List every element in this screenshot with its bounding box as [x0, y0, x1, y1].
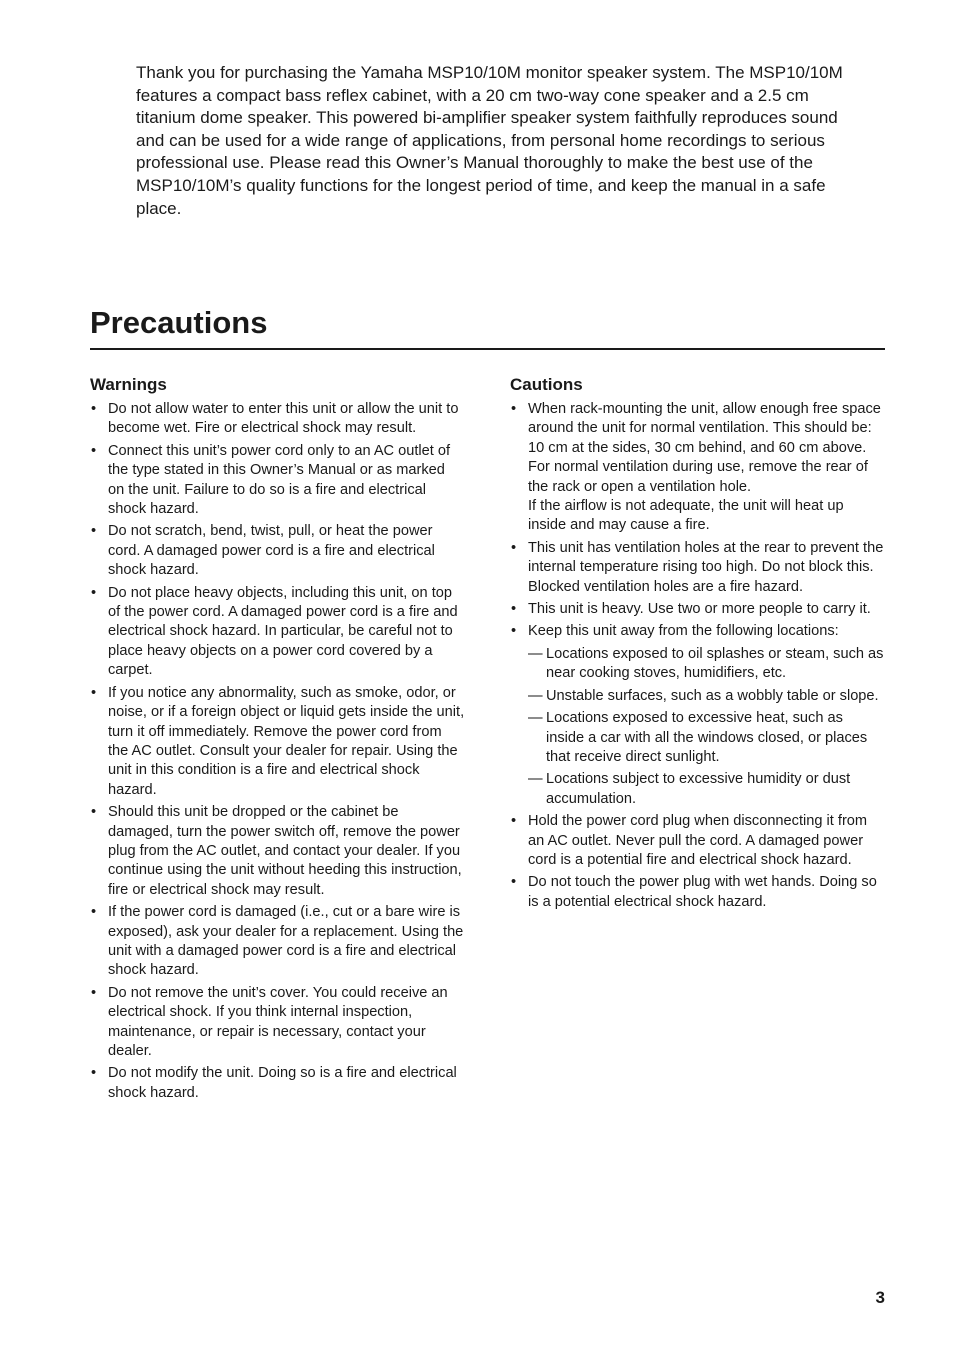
caution-item-locations [510, 622, 885, 809]
locations-list [528, 645, 885, 809]
warning-item: • Do not modify the unit. Doing so is a fire and electrical shock hazard. [90, 1064, 465, 1103]
cautions-column [510, 374, 885, 915]
location-item: — Locations exposed to oil splashes or steam, such as near cooking stoves, humidifiers, etc. [528, 645, 885, 684]
warning-item: • Do not remove the unit’s cover. You could receive an electrical shock. If you think internal inspection, maintenance, or repair is necessary, contact your dealer. [90, 984, 465, 1062]
intro-paragraph: Thank you for purchasing the Yamaha MSP10/10M monitor speaker system. The MSP10/10M features a compact bass reflex cabinet, with a 20 cm two-way cone speaker and a 2.5 cm titanium dome speaker. This powered bi-amplifier speaker system faithfully reproduces sound and can be used for a wide range of applications, from personal home recordings to serious professional use. Please read this Owner’s Manual thoroughly to make the best use of the MSP10/10M’s quality functions for the longest period of time, and keep the manual in a safe place. [136, 63, 843, 218]
title-rule [90, 348, 885, 350]
caution-item-ventilation [510, 400, 885, 536]
cautions-list [510, 400, 885, 912]
warning-item: • Should this unit be dropped or the cabinet be damaged, turn the power switch off, remove the power plug from the AC outlet, and contact your dealer. If you continue using the unit without heeding this instruction, fire or electrical shock may result. [90, 803, 465, 900]
caution-item: • This unit has ventilation holes at the rear to prevent the internal temperature rising too high. Do not block this. Blocked ventilation holes are a fire hazard. [510, 539, 885, 597]
warning-item: • If the power cord is damaged (i.e., cut or a bare wire is exposed), ask your dealer for a replacement. Using the unit with a damaged power cord is a fire and electrical shock hazard. [90, 903, 465, 981]
warnings-column [90, 374, 465, 1106]
warning-item: • Do not place heavy objects, including this unit, on top of the power cord. A damaged power cord is a fire and electrical shock hazard. In particular, be careful not to place heavy objects on a power cord covered by a carpet. [90, 584, 465, 681]
caution-item: • Hold the power cord plug when disconnecting it from an AC outlet. Never pull the cord. A damaged power cord is a potential fire and electrical shock hazard. [510, 812, 885, 870]
warning-item: • Do not scratch, bend, twist, pull, or heat the power cord. A damaged power cord is a fire and electrical shock hazard. [90, 522, 465, 580]
warnings-list [90, 400, 465, 1103]
location-item: — Unstable surfaces, such as a wobbly table or slope. [528, 687, 885, 706]
warnings-heading: Warnings [90, 375, 167, 394]
warning-item: • Do not allow water to enter this unit or allow the unit to become wet. Fire or electrical shock may result. [90, 400, 465, 439]
ventilation-text: If the airflow is not adequate, the unit will heat up inside and may cause a fire. [528, 498, 844, 534]
location-item: — Locations exposed to excessive heat, such as inside a car with all the windows closed, or places that receive direct sunlight. [528, 709, 885, 767]
warning-item: • If you notice any abnormality, such as smoke, odor, or noise, or if a foreign object or liquid gets inside the unit, turn it off immediately. Remove the power cord from the AC outlet. Consult your dealer for repair. Using the unit in this condition is a fire and electrical shock hazard. [90, 684, 465, 800]
caution-item: • This unit is heavy. Use two or more people to carry it. [510, 600, 885, 619]
page-number: 3 [875, 1288, 885, 1307]
locations-intro: • Keep this unit away from the following locations: [528, 623, 839, 640]
caution-item: • Do not touch the power plug with wet hands. Doing so is a potential electrical shock hazard. [510, 873, 885, 912]
warning-item: • Connect this unit’s power cord only to an AC outlet of the type stated in this Owner’s Manual or as marked on the unit. Failure to do so is a fire and electrical shock hazard. [90, 442, 465, 520]
cautions-heading: Cautions [510, 375, 583, 394]
section-title: Precautions [90, 305, 268, 340]
ventilation-text: For normal ventilation during use, remove the rear of the rack or open a ventilation hole. [528, 459, 868, 495]
location-item: — Locations subject to excessive humidity or dust accumulation. [528, 770, 885, 809]
ventilation-text: • When rack-mounting the unit, allow enough free space around the unit for normal ventilation. This should be: 10 cm at the sides, 30 cm behind, and 60 cm above. [528, 401, 881, 456]
